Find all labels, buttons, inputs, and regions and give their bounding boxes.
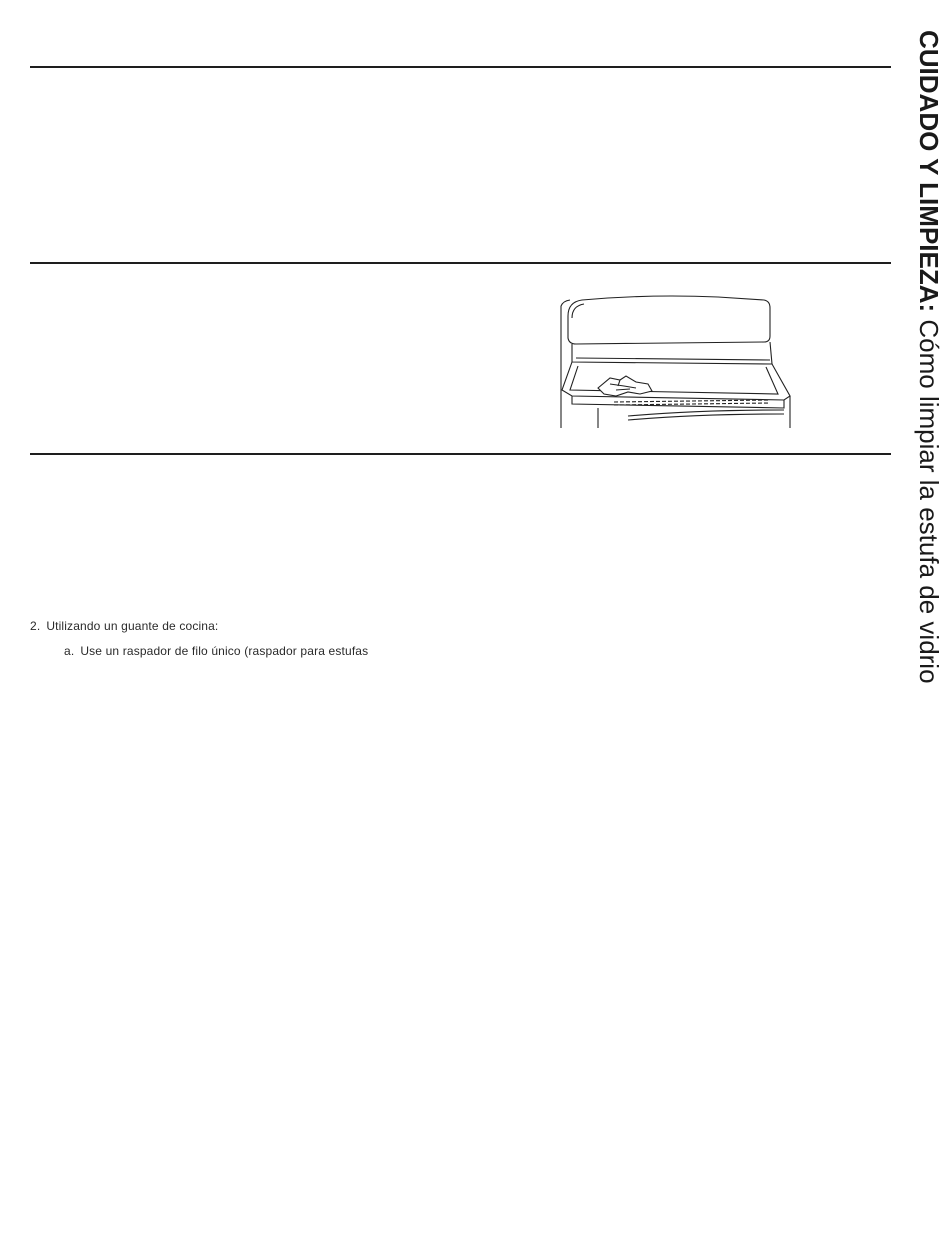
section-title-subtitle: Cómo limpiar la estufa de vidrio [914,312,944,684]
section-divider [30,453,891,455]
instruction-step [30,619,218,633]
section-side-title [915,30,943,810]
stove-cleaning-illustration [558,292,794,428]
substep-text: Use un raspador de filo único (raspador para estufas [80,644,369,658]
instruction-substep [64,644,368,658]
section-title-bold: CUIDADO Y LIMPIEZA: [914,30,944,313]
section-divider [30,262,891,264]
step-text: Utilizando un guante de cocina: [46,619,219,633]
substep-letter: a. [64,644,75,658]
step-number: 2. [30,619,41,633]
section-divider [30,66,891,68]
